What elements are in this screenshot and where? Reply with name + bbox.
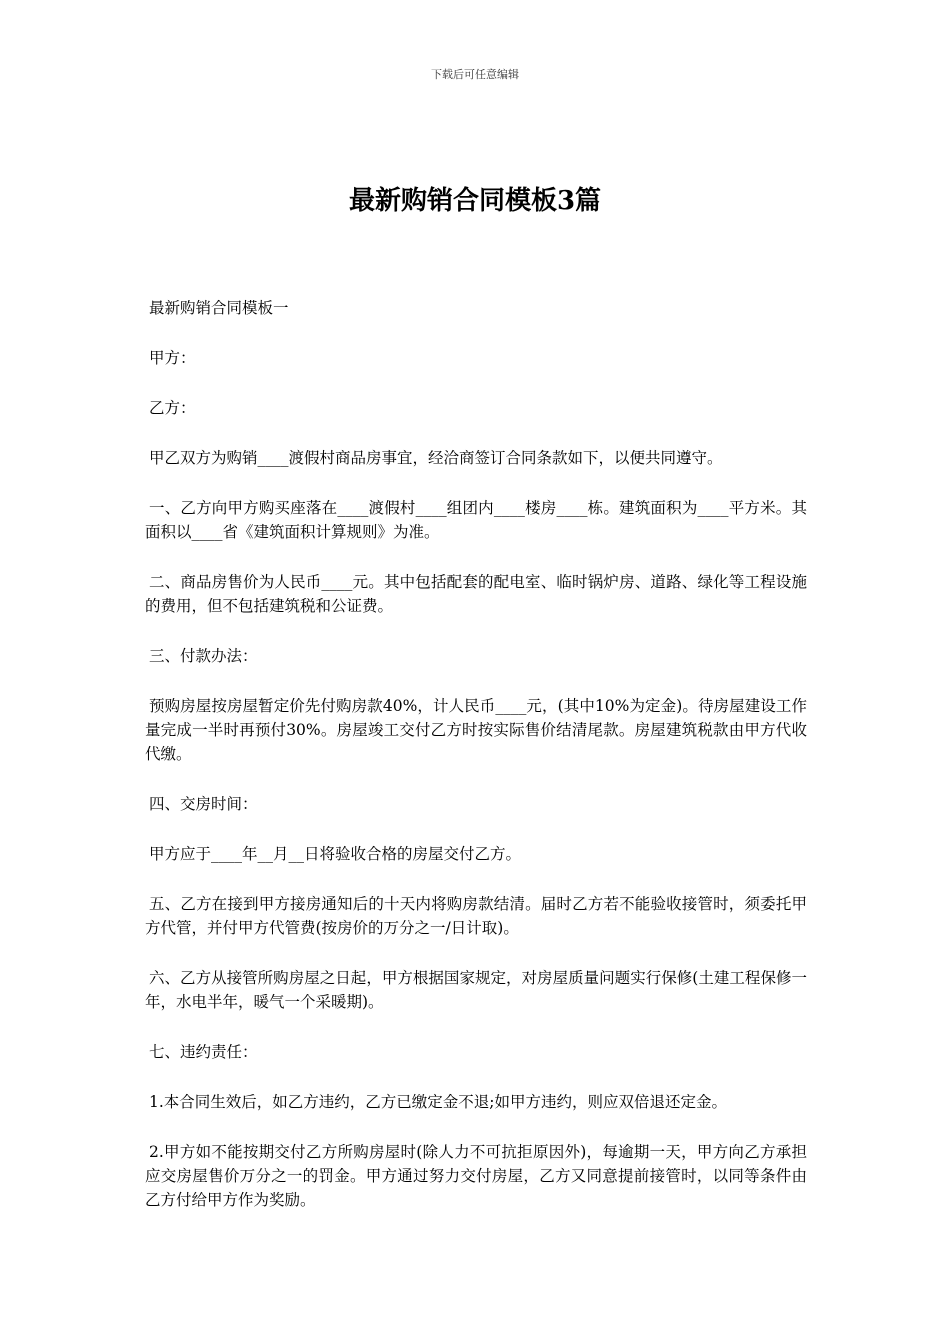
clause-5: 五、乙方在接到甲方接房通知后的十天内将购房款结清。届时乙方若不能验收接管时，须委托甲方代管，并付甲方代管费(按房价的万分之一/日计取)。 bbox=[145, 895, 807, 937]
clause-6: 六、乙方从接管所购房屋之日起，甲方根据国家规定，对房屋质量问题实行保修(土建工程保修一年，水电半年，暖气一个采暖期)。 bbox=[145, 969, 807, 1011]
header-note: 下载后可任意编辑 bbox=[431, 68, 519, 81]
clause-7-item-2: 2.甲方如不能按期交付乙方所购房屋时(除人力不可抗拒原因外)，每逾期一天，甲方向乙方承担应交房屋售价万分之一的罚金。甲方通过努力交付房屋，乙方又同意提前接管时，以同等条件由乙方付给甲方作为奖励。 bbox=[145, 1143, 807, 1209]
document-body bbox=[145, 296, 807, 1238]
clause-1: 一、乙方向甲方购买座落在____渡假村____组团内____楼房____栋。建筑面积为____平方米。其面积以____省《建筑面积计算规则》为准。 bbox=[145, 499, 807, 541]
clause-7-heading: 七、违约责任： bbox=[149, 1043, 258, 1061]
document-title: 最新购销合同模板3篇 bbox=[348, 186, 602, 216]
preamble-paragraph: 甲乙双方为购销____渡假村商品房事宜，经洽商签订合同条款如下，以便共同遵守。 bbox=[149, 449, 723, 467]
clause-4-body: 甲方应于____年__月__日将验收合格的房屋交付乙方。 bbox=[149, 845, 522, 863]
clause-3-heading: 三、付款办法： bbox=[149, 647, 258, 665]
section-heading: 最新购销合同模板一 bbox=[149, 299, 289, 317]
clause-7-item-1: 1.本合同生效后，如乙方违约，乙方已缴定金不退;如甲方违约，则应双倍退还定金。 bbox=[149, 1093, 728, 1111]
clause-4-heading: 四、交房时间： bbox=[149, 795, 258, 813]
clause-3-body: 预购房屋按房屋暂定价先付购房款40%，计人民币____元，(其中10%为定金)。待房屋建设工作量完成一半时再预付30%。房屋竣工交付乙方时按实际售价结清尾款。房屋建筑税款由甲方代收代缴。 bbox=[145, 697, 807, 763]
party-a-line: 甲方： bbox=[149, 349, 196, 367]
party-b-line: 乙方： bbox=[149, 399, 196, 417]
clause-2: 二、商品房售价为人民币____元。其中包括配套的配电室、临时锅炉房、道路、绿化等工程设施的费用，但不包括建筑税和公证费。 bbox=[145, 573, 807, 615]
